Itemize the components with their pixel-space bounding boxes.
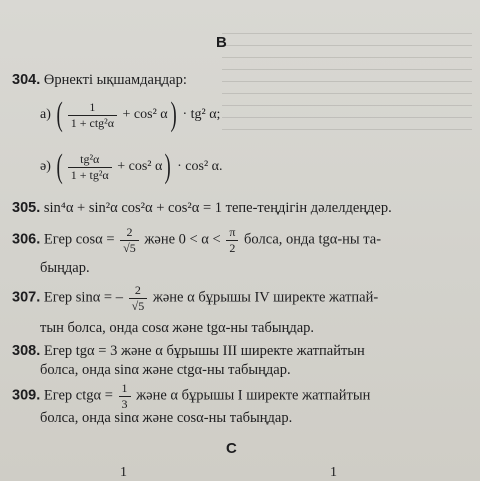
- expression-middle: + cos² α: [122, 107, 168, 123]
- expression-tail: · cos² α.: [177, 159, 223, 175]
- exercise-text-part2: және 0 < α <: [144, 231, 221, 248]
- fraction-numerator: 2: [134, 283, 141, 297]
- show-through-lines: [222, 22, 472, 141]
- exercise-number: 305.: [12, 200, 41, 216]
- exercise-number: 304.: [12, 72, 41, 88]
- exercise-307-line2: тын болса, онда cosα және tgα-ны табыңдар.: [40, 320, 315, 336]
- fraction: [120, 226, 139, 254]
- fraction-numerator: 1: [89, 99, 96, 114]
- exercise-text-part2: және α бұрышы I ширекте жатпайтын: [136, 387, 371, 404]
- fraction: [68, 153, 112, 181]
- exercise-text-part3: болса, онда tgα-ны та-: [244, 231, 382, 248]
- expression-tail: · tg² α;: [182, 107, 221, 123]
- exercise-304-heading: [12, 72, 187, 89]
- fraction-denominator: 3: [119, 396, 131, 411]
- fraction-denominator: √5: [120, 240, 139, 255]
- exercise-309-line2: болса, онда sinα және cosα-ны табыңдар.: [40, 410, 293, 426]
- fraction-numerator: 1: [121, 381, 128, 395]
- fraction-pi-over-2: [226, 226, 238, 254]
- fraction-denominator: 1 + tg²α: [68, 167, 112, 182]
- exercise-308-line2: болса, онда sinα және ctgα-ны табыңдар.: [40, 362, 291, 378]
- fraction-numerator: 2: [126, 225, 133, 239]
- exercise-309: [12, 382, 370, 410]
- exercise-text-part2: және α бұрышы IV ширекте жатпай-: [152, 289, 379, 306]
- section-heading-c: С: [226, 440, 237, 457]
- exercise-prompt: Өрнекті ықшамдаңдар:: [43, 72, 187, 88]
- exercise-number: 308.: [12, 343, 41, 359]
- exercise-308: [12, 343, 365, 360]
- exercise-306-line2: быңдар.: [40, 260, 90, 276]
- fraction-numerator: tg²α: [80, 151, 100, 166]
- item-label: ә): [40, 159, 51, 175]
- bottom-fragment-right: 1: [330, 465, 337, 480]
- right-paren: ): [170, 96, 177, 133]
- right-paren: ): [164, 148, 172, 185]
- exercise-text-part1: Егер ctgα =: [43, 387, 113, 404]
- exercise-304-a: [40, 98, 220, 132]
- item-label: а): [40, 107, 51, 123]
- fraction: [68, 101, 117, 129]
- left-paren: (: [56, 96, 64, 133]
- section-heading-b: В: [216, 34, 227, 51]
- fraction: [119, 382, 131, 410]
- exercise-text: sin⁴α + sin²α cos²α + cos²α = 1 тепе-теңдігін дәлелдеңдер.: [43, 200, 392, 216]
- left-paren: (: [56, 148, 64, 185]
- exercise-text-part1: Егер sinα = –: [43, 289, 123, 306]
- fraction-denominator: √5: [129, 298, 148, 313]
- fraction-denominator: 1 + ctg²α: [68, 115, 117, 130]
- exercise-text-part1: Егер cosα =: [43, 231, 115, 248]
- exercise-number: 307.: [12, 289, 41, 306]
- exercise-306: [12, 226, 381, 254]
- exercise-text: Егер tgα = 3 және α бұрышы III ширекте жатпайтын: [43, 343, 365, 359]
- fraction-numerator: π: [229, 225, 236, 239]
- exercise-number: 309.: [12, 387, 41, 404]
- expression-middle: + cos² α: [117, 159, 163, 175]
- fraction: [129, 284, 148, 312]
- exercise-305: [12, 200, 392, 217]
- fraction-denominator: 2: [226, 240, 238, 255]
- bottom-fragment-left: 1: [120, 465, 127, 480]
- exercise-307: [12, 284, 378, 312]
- exercise-number: 306.: [12, 231, 41, 248]
- exercise-304-ae: [40, 150, 223, 184]
